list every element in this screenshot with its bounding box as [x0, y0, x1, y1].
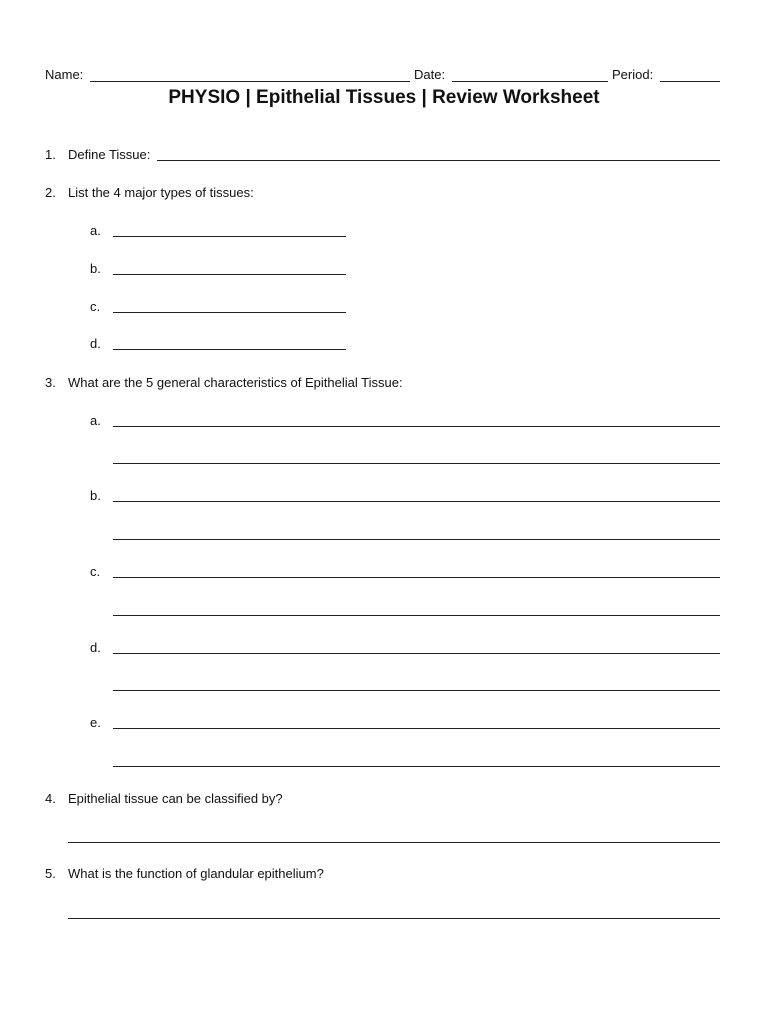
answer-line[interactable] — [113, 539, 720, 540]
question-text: What are the 5 general characteristics of Epithelial Tissue: — [68, 375, 403, 390]
name-field[interactable] — [90, 81, 410, 82]
item-letter: c. — [90, 564, 101, 579]
item-letter: e. — [90, 715, 101, 730]
page-title: PHYSIO | Epithelial Tissues | Review Worksheet — [168, 87, 600, 108]
answer-line[interactable] — [113, 463, 720, 464]
question-text: Define Tissue: — [68, 147, 151, 162]
answer-line[interactable] — [113, 690, 720, 691]
item-letter: d. — [90, 336, 101, 351]
date-field[interactable] — [452, 81, 608, 82]
item-letter: b. — [90, 488, 101, 503]
period-label: Period: — [612, 67, 654, 82]
question-number: 4. — [45, 791, 56, 806]
answer-line[interactable] — [113, 615, 720, 616]
answer-line[interactable] — [113, 577, 720, 578]
answer-line[interactable] — [113, 426, 720, 427]
period-field[interactable] — [660, 81, 720, 82]
item-letter: a. — [90, 413, 101, 428]
answer-line[interactable] — [113, 312, 346, 313]
question-text: List the 4 major types of tissues: — [68, 185, 254, 200]
answer-line[interactable] — [113, 501, 720, 502]
question-text: What is the function of glandular epithelium? — [68, 866, 324, 881]
answer-line[interactable] — [157, 160, 720, 161]
question-number: 3. — [45, 375, 56, 390]
answer-line[interactable] — [113, 236, 346, 237]
date-label: Date: — [414, 67, 446, 82]
item-letter: c. — [90, 299, 101, 314]
item-letter: d. — [90, 640, 101, 655]
answer-line[interactable] — [113, 653, 720, 654]
answer-line[interactable] — [113, 349, 346, 350]
question-number: 5. — [45, 866, 56, 881]
answer-line[interactable] — [113, 766, 720, 767]
question-text: Epithelial tissue can be classified by? — [68, 791, 283, 806]
question-number: 2. — [45, 185, 56, 200]
item-letter: b. — [90, 261, 101, 276]
answer-line[interactable] — [113, 274, 346, 275]
item-letter: a. — [90, 223, 101, 238]
answer-line[interactable] — [113, 728, 720, 729]
question-number: 1. — [45, 147, 56, 162]
name-label: Name: — [45, 67, 84, 82]
answer-line[interactable] — [68, 918, 720, 919]
answer-line[interactable] — [68, 842, 720, 843]
